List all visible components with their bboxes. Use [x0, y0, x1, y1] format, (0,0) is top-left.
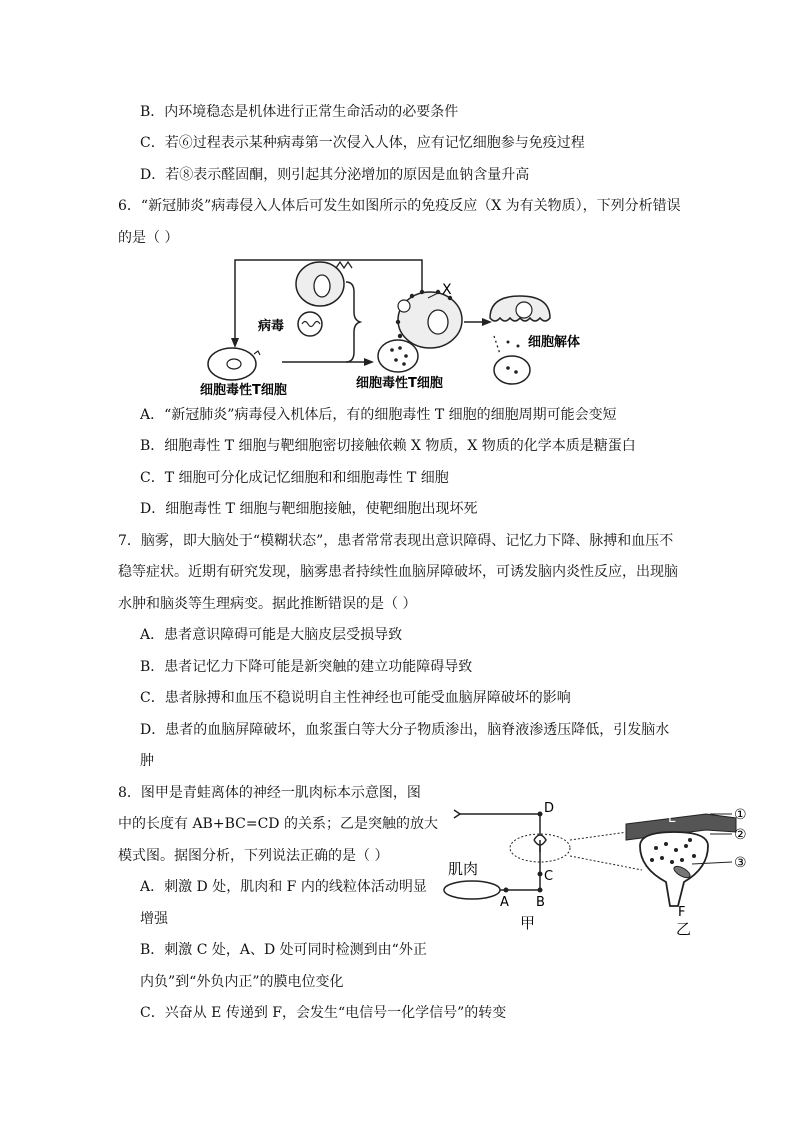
q8-option-c: C．兴奋从 E 传递到 F，会发生“电信号一化学信号”的转变	[140, 1005, 507, 1021]
q6-option-c: C．T 细胞可分化成记忆细胞和和细胞毒性 T 细胞	[140, 470, 449, 486]
q5-option-d: D．若⑧表示醛固酮，则引起其分泌增加的原因是血钠含量升高	[140, 167, 530, 183]
q6-immune-figure	[200, 252, 600, 400]
q8-option-b-line-2: 内负”到“外负内正”的膜电位变化	[140, 974, 344, 990]
q7-stem-line-2: 稳等症状。近期有研究发现，脑雾患者持续性血脑屏障破坏，可诱发脑内炎性反应，出现脑	[118, 564, 678, 580]
q6-stem-line-2: 的是（ ）	[118, 230, 179, 246]
q6-label-x: X	[442, 282, 452, 298]
q5-option-c: C．若⑥过程表示某种病毒第一次侵入人体，应有记忆细胞参与免疫过程	[140, 135, 585, 151]
q7-option-c: C．患者脉搏和血压不稳说明自主性神经也可能受血脑屏障破坏的影响	[140, 690, 571, 706]
q8-stem-line-1: 8．图甲是青蛙离体的神经一肌肉标本示意图，图	[118, 785, 421, 801]
q8-label-a: A	[500, 895, 509, 910]
q6-label-tcell-mid: 细胞毒性T细胞	[356, 376, 443, 391]
q7-option-a: A．患者意识障碍可能是大脑皮层受损导致	[140, 627, 403, 643]
q8-label-3: ③	[734, 855, 747, 871]
q8-label-f: F	[678, 905, 686, 920]
q7-stem-line-3: 水肿和脑炎等生理病变。据此推断错误的是（ ）	[118, 596, 417, 612]
q5-option-b: B．内环境稳态是机体进行正常生命活动的必要条件	[140, 104, 459, 120]
q7-option-d-line-2: 肿	[140, 753, 154, 769]
q8-label-jia: 甲	[520, 914, 536, 932]
q8-option-a-line-2: 增强	[140, 911, 168, 927]
q8-label-2: ②	[734, 827, 747, 843]
q8-option-a-line-1: A．刺激 D 处，肌肉和 F 内的线粒体活动明显	[140, 879, 427, 895]
q6-option-b: B．细胞毒性 T 细胞与靶细胞密切接触依赖 X 物质，X 物质的化学本质是糖蛋白	[140, 438, 636, 454]
q6-label-tcell-left: 细胞毒性T细胞	[200, 383, 287, 398]
muscle-icon	[444, 881, 500, 899]
q6-option-d: D．细胞毒性 T 细胞与靶细胞接触，使靶细胞出现坏死	[140, 501, 478, 517]
virus-icon	[298, 312, 322, 336]
q6-option-a: A．“新冠肺炎”病毒侵入机体后，有的细胞毒性 T 细胞的细胞周期可能会变短	[140, 407, 617, 423]
q8-stem-line-3: 模式图。据图分析，下列说法正确的是（ ）	[118, 848, 389, 864]
q6-label-virus: 病毒	[258, 319, 285, 334]
q8-label-b: B	[536, 895, 545, 910]
q8-label-1: ①	[734, 807, 747, 823]
q8-label-c: C	[544, 869, 554, 884]
q7-stem-line-1: 7．脑雾，即大脑处于“模糊状态”，患者常常表现出意识障碍、记忆力下降、脉搏和血压不	[118, 533, 674, 549]
q6-stem-line-1: 6．“新冠肺炎”病毒侵入人体后可发生如图所示的免疫反应（X 为有关物质），下列分析错误	[118, 198, 681, 214]
q7-option-d-line-1: D．患者的血脑屏障破坏，血浆蛋白等大分子物质渗出，脑脊液渗透压降低，引发脑水	[140, 722, 670, 738]
q8-label-e: E	[668, 811, 677, 826]
q8-stem-line-2: 中的长度有 AB+BC=CD 的关系；乙是突触的放大	[118, 816, 438, 832]
q8-neuro-figure	[442, 800, 772, 940]
q8-label-d: D	[544, 801, 555, 816]
q8-label-muscle: 肌肉	[448, 860, 479, 878]
q7-option-b: B．患者记忆力下降可能是新突触的建立功能障碍导致	[140, 659, 473, 675]
q8-option-b-line-1: B．刺激 C 处，A、D 处可同时检测到由“外正	[140, 942, 427, 958]
q6-label-lysis: 细胞解体	[528, 335, 581, 350]
q8-label-yi: 乙	[676, 920, 692, 938]
